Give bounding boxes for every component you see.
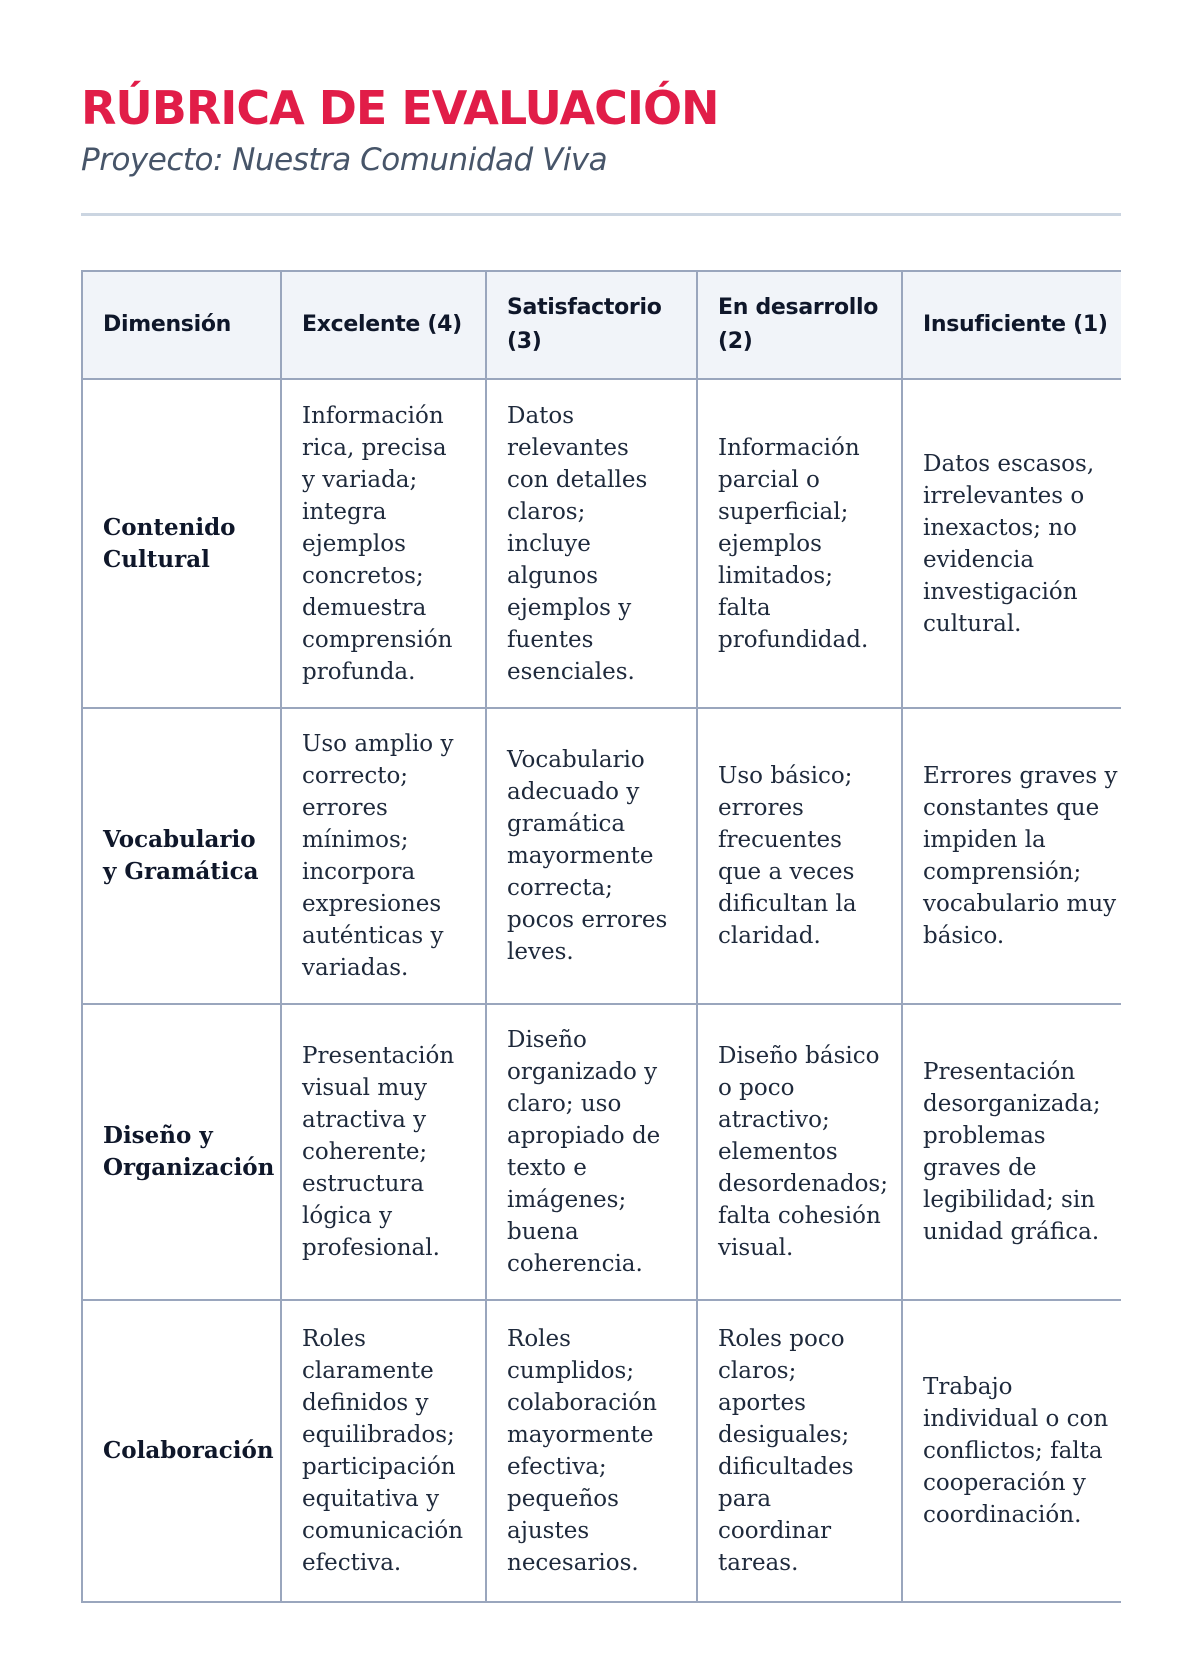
cell-en-desarrollo: Roles poco claros; aportes desiguales; dificultades para coordinar tareas. [697,1300,902,1602]
cell-satisfactorio: Diseño organizado y claro; uso apropiado de texto e imágenes; buena coherencia. [486,1004,697,1300]
cell-excelente: Presentación visual muy atractiva y coherente; estructura lógica y profesional. [281,1004,486,1300]
table-row [82,379,1121,708]
document-header [81,78,1121,180]
table-row [82,1004,1121,1300]
column-header-en-desarrollo: En desarrollo (2) [697,271,902,379]
column-header-dimension: Dimensión [82,271,281,379]
cell-en-desarrollo: Diseño básico o poco atractivo; elementos desordenados; falta cohesión visual. [697,1004,902,1300]
table-header-row [82,271,1121,379]
header-divider [81,213,1121,216]
cell-excelente: Roles claramente definidos y equilibrados; participación equitativa y comunicación efectiva. [281,1300,486,1602]
rubric-table-container [81,270,1121,1670]
row-dimension-label: Vocabulario y Gramática [82,708,281,1004]
row-dimension-label: Colaboración [82,1300,281,1602]
cell-insuficiente: Trabajo individual o con conflictos; falta cooperación y coordinación. [902,1300,1121,1602]
rubric-table [81,270,1121,1603]
table-row [82,708,1121,1004]
cell-en-desarrollo: Uso básico; errores frecuentes que a veces dificultan la claridad. [697,708,902,1004]
row-dimension-label: Diseño y Organización [82,1004,281,1300]
table-row [82,1300,1121,1602]
cell-insuficiente: Datos escasos, irrelevantes o inexactos; no evidencia investigación cultural. [902,379,1121,708]
column-header-excelente: Excelente (4) [281,271,486,379]
cell-en-desarrollo: Información parcial o superficial; ejemplos limitados; falta profundidad. [697,379,902,708]
cell-insuficiente: Presentación desorganizada; problemas graves de legibilidad; sin unidad gráfica. [902,1004,1121,1300]
column-header-insuficiente: Insuficiente (1) [902,271,1121,379]
page-title: RÚBRICA DE EVALUACIÓN [81,81,719,135]
cell-satisfactorio: Datos relevantes con detalles claros; incluye algunos ejemplos y fuentes esenciales. [486,379,697,708]
column-header-satisfactorio: Satisfactorio (3) [486,271,697,379]
cell-satisfactorio: Vocabulario adecuado y gramática mayormente correcta; pocos errores leves. [486,708,697,1004]
cell-insuficiente: Errores graves y constantes que impiden la comprensión; vocabulario muy básico. [902,708,1121,1004]
row-dimension-label: Contenido Cultural [82,379,281,708]
page-subtitle: Proyecto: Nuestra Comunidad Viva [81,142,608,178]
cell-excelente: Información rica, precisa y variada; integra ejemplos concretos; demuestra comprensión profunda. [281,379,486,708]
cell-satisfactorio: Roles cumplidos; colaboración mayormente efectiva; pequeños ajustes necesarios. [486,1300,697,1602]
cell-excelente: Uso amplio y correcto; errores mínimos; incorpora expresiones auténticas y variadas. [281,708,486,1004]
